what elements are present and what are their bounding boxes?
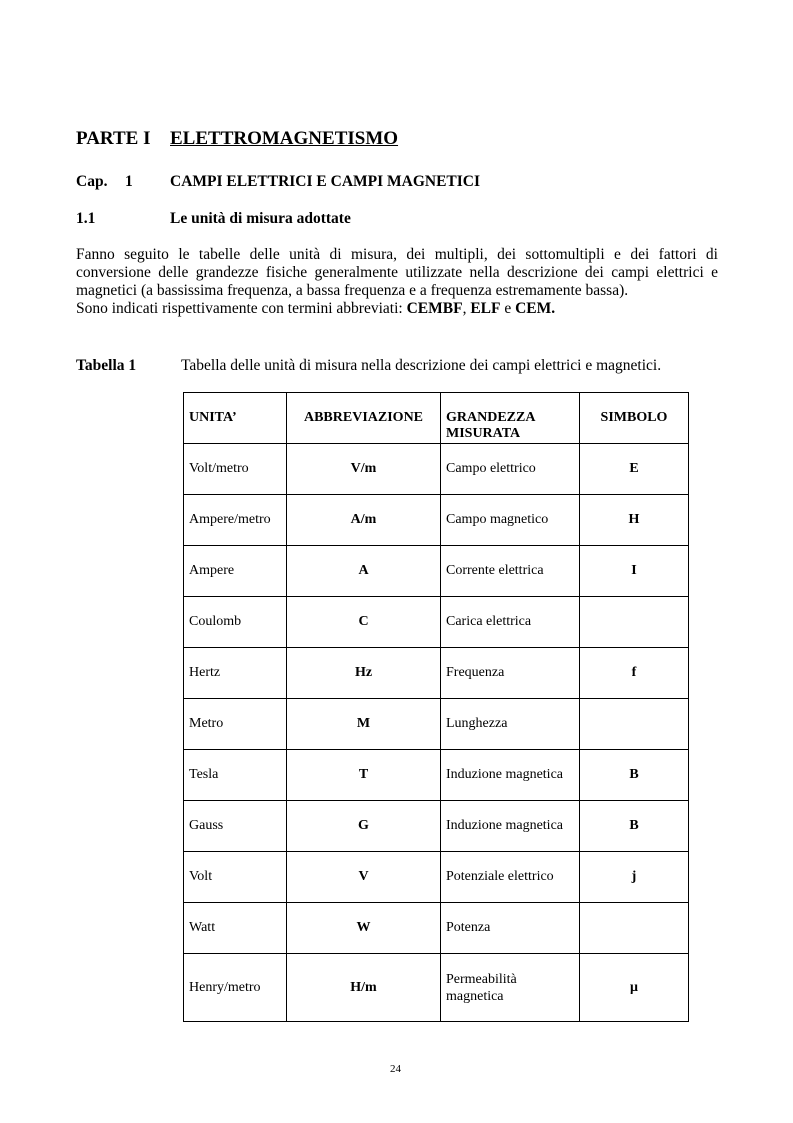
cell-quantity: Carica elettrica [441,597,580,648]
paragraph-line: magnetici (a bassissima frequenza, a bassa frequenza e a frequenza estremamente bassa). [76,282,629,299]
cell-unit: Metro [184,699,287,750]
cell-unit: Coulomb [184,597,287,648]
cell-abbreviation: Hz [287,648,441,699]
cell-symbol: I [580,546,689,597]
table-row [184,699,689,750]
cell-symbol: H [580,495,689,546]
cell-abbreviation: A/m [287,495,441,546]
cell-quantity: Induzione magnetica [441,750,580,801]
section-title: Le unità di misura adottate [170,210,351,227]
cell-symbol: μ [580,954,689,1022]
part-heading [76,128,398,150]
cell-symbol: j [580,852,689,903]
cell-unit: Ampere [184,546,287,597]
cell-abbreviation: V/m [287,444,441,495]
cell-quantity: Campo magnetico [441,495,580,546]
cell-unit: Watt [184,903,287,954]
table-row [184,903,689,954]
table-row [184,597,689,648]
table-caption [76,357,661,375]
header-abbreviation: ABBREVIAZIONE [287,393,441,444]
cell-unit: Tesla [184,750,287,801]
cell-unit: Volt [184,852,287,903]
cell-symbol: f [580,648,689,699]
paragraph-line-abbreviations [76,300,718,318]
cell-abbreviation: C [287,597,441,648]
chapter-heading [76,173,480,191]
separator: , [462,300,471,317]
table-caption-text: Tabella delle unità di misura nella descrizione dei campi elettrici e magnetici. [181,357,662,374]
chapter-label: Cap. [76,173,108,190]
cell-abbreviation: W [287,903,441,954]
table-row [184,750,689,801]
page-number: 24 [390,1063,401,1075]
cell-unit: Volt/metro [184,444,287,495]
cell-quantity: Lunghezza [441,699,580,750]
cell-abbreviation: A [287,546,441,597]
part-title: ELETTROMAGNETISMO [170,128,399,149]
abbreviation: CEM. [515,300,556,317]
table-header-row [184,393,689,444]
cell-symbol: E [580,444,689,495]
cell-abbreviation: M [287,699,441,750]
section-heading [76,210,351,228]
cell-symbol: B [580,750,689,801]
table-row [184,954,689,1022]
cell-symbol [580,597,689,648]
cell-quantity: Induzione magnetica [441,801,580,852]
cell-symbol: B [580,801,689,852]
table-row [184,495,689,546]
cell-quantity: Campo elettrico [441,444,580,495]
table-row [184,648,689,699]
chapter-title: CAMPI ELETTRICI E CAMPI MAGNETICI [170,173,481,190]
cell-quantity: Frequenza [441,648,580,699]
table-caption-label: Tabella 1 [76,357,137,374]
cell-abbreviation: H/m [287,954,441,1022]
intro-paragraph [76,246,718,318]
abbreviation: CEMBF [406,300,463,317]
cell-symbol [580,903,689,954]
paragraph-line: Fanno seguito le tabelle delle unità di misura, dei multipli, dei sottomultipli e dei fattori di [76,246,718,263]
cell-unit: Gauss [184,801,287,852]
paragraph-line: conversione delle grandezze fisiche generalmente utilizzate nella descrizione dei campi elettrici e [76,264,718,281]
table-row [184,852,689,903]
part-number: PARTE I [76,128,151,149]
separator: e [500,300,516,317]
cell-unit: Henry/metro [184,954,287,1022]
chapter-number: 1 [125,173,133,190]
section-number: 1.1 [76,210,96,227]
cell-quantity: Potenziale elettrico [441,852,580,903]
units-table [183,392,689,1022]
header-unit: UNITA’ [184,393,287,444]
table-row [184,546,689,597]
cell-quantity: Potenza [441,903,580,954]
cell-abbreviation: G [287,801,441,852]
abbreviation: ELF [470,300,501,317]
cell-quantity: Corrente elettrica [441,546,580,597]
table-row [184,801,689,852]
cell-unit: Ampere/metro [184,495,287,546]
table-row [184,444,689,495]
abbreviations-intro: Sono indicati rispettivamente con termini abbreviati: [76,300,407,317]
cell-unit: Hertz [184,648,287,699]
cell-abbreviation: V [287,852,441,903]
cell-symbol [580,699,689,750]
cell-abbreviation: T [287,750,441,801]
header-symbol: SIMBOLO [580,393,689,444]
header-quantity: GRANDEZZA MISURATA [441,393,580,444]
cell-quantity: Permeabilità magnetica [441,954,580,1022]
